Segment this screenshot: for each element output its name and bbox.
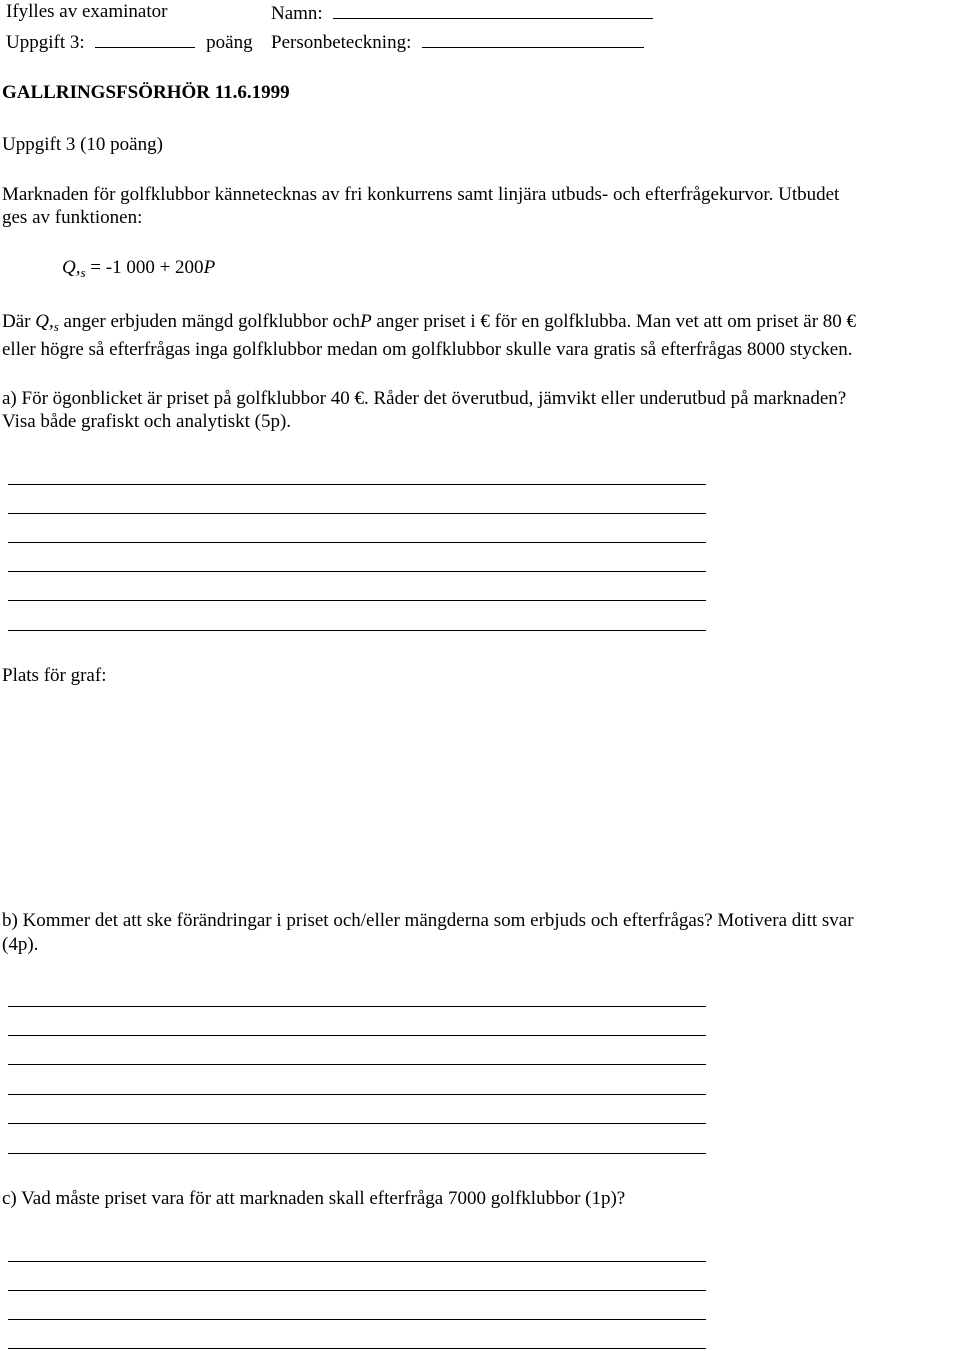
exam-title: GALLRINGSFSÖRHÖR 11.6.1999 bbox=[2, 82, 290, 103]
name-field[interactable] bbox=[333, 2, 653, 19]
question-b-line-2: (4p). bbox=[2, 934, 39, 955]
question-a-line-1: a) För ögonblicket är priset på golfklubbor 40 €. Råder det överutbud, jämvikt eller underutbud på marknaden? bbox=[2, 388, 847, 409]
task-heading: Uppgift 3 (10 poäng) bbox=[2, 134, 163, 155]
points-label: poäng bbox=[206, 32, 253, 53]
answer-line-b-3[interactable] bbox=[8, 1064, 706, 1065]
answer-line-c-3[interactable] bbox=[8, 1319, 706, 1320]
question-c-line-1: c) Vad måste priset vara för att marknaden skall efterfråga 7000 golfklubbor (1p)? bbox=[2, 1188, 626, 1209]
answer-line-a-5[interactable] bbox=[8, 600, 706, 601]
name-row bbox=[271, 2, 653, 23]
examiner-note: Ifylles av examinator bbox=[6, 1, 168, 22]
equation-p: P bbox=[203, 257, 216, 278]
answer-line-b-5[interactable] bbox=[8, 1123, 706, 1124]
personal-id-field[interactable] bbox=[422, 31, 644, 48]
equation-rest: = -1 000 + 200 bbox=[85, 257, 204, 278]
answer-line-b-6[interactable] bbox=[8, 1153, 706, 1154]
answer-line-a-1[interactable] bbox=[8, 484, 706, 485]
definition-p: P bbox=[360, 311, 372, 332]
equation-q: Q, bbox=[62, 257, 81, 278]
definition-prefix: Där bbox=[2, 311, 36, 332]
supply-equation bbox=[62, 257, 216, 280]
answer-line-b-1[interactable] bbox=[8, 1006, 706, 1007]
definition-q: Q, bbox=[35, 311, 54, 332]
answer-line-a-6[interactable] bbox=[8, 630, 706, 631]
definition-suffix: anger priset i € för en golfklubba. Man vet att om priset är 80 € bbox=[371, 311, 857, 332]
equation-sub: s bbox=[80, 265, 86, 280]
question-a-line-2: Visa både grafiskt och analytiskt (5p). bbox=[2, 411, 292, 432]
answer-line-a-3[interactable] bbox=[8, 542, 706, 543]
score-row bbox=[6, 31, 253, 52]
personal-id-label: Personbeteckning: bbox=[271, 32, 412, 53]
question-b-line-1: b) Kommer det att ske förändringar i priset och/eller mängderna som erbjuds och efterfrågas? Motivera ditt svar bbox=[2, 910, 854, 931]
definition-line-1 bbox=[2, 311, 857, 334]
name-label: Namn: bbox=[271, 3, 323, 24]
definition-sub: s bbox=[53, 319, 59, 334]
graph-label: Plats för graf: bbox=[2, 665, 107, 686]
definition-line-2: eller högre så efterfrågas inga golfklubbor medan om golfklubbor skulle vara gratis så efterfrågas 8000 stycken. bbox=[2, 339, 853, 360]
answer-line-a-4[interactable] bbox=[8, 571, 706, 572]
answer-line-c-2[interactable] bbox=[8, 1290, 706, 1291]
answer-line-c-1[interactable] bbox=[8, 1261, 706, 1262]
intro-line-1: Marknaden för golfklubbor kännetecknas av fri konkurrens samt linjära utbuds- och efterfrågekurvor. Utbudet bbox=[2, 184, 840, 205]
answer-line-a-2[interactable] bbox=[8, 513, 706, 514]
intro-line-2: ges av funktionen: bbox=[2, 207, 143, 228]
answer-line-b-4[interactable] bbox=[8, 1094, 706, 1095]
definition-mid: anger erbjuden mängd golfklubbor och bbox=[58, 311, 361, 332]
task-label: Uppgift 3: bbox=[6, 32, 85, 53]
personal-id-row bbox=[271, 31, 644, 52]
points-field[interactable] bbox=[95, 31, 195, 48]
answer-line-b-2[interactable] bbox=[8, 1035, 706, 1036]
answer-line-c-4[interactable] bbox=[8, 1348, 706, 1349]
